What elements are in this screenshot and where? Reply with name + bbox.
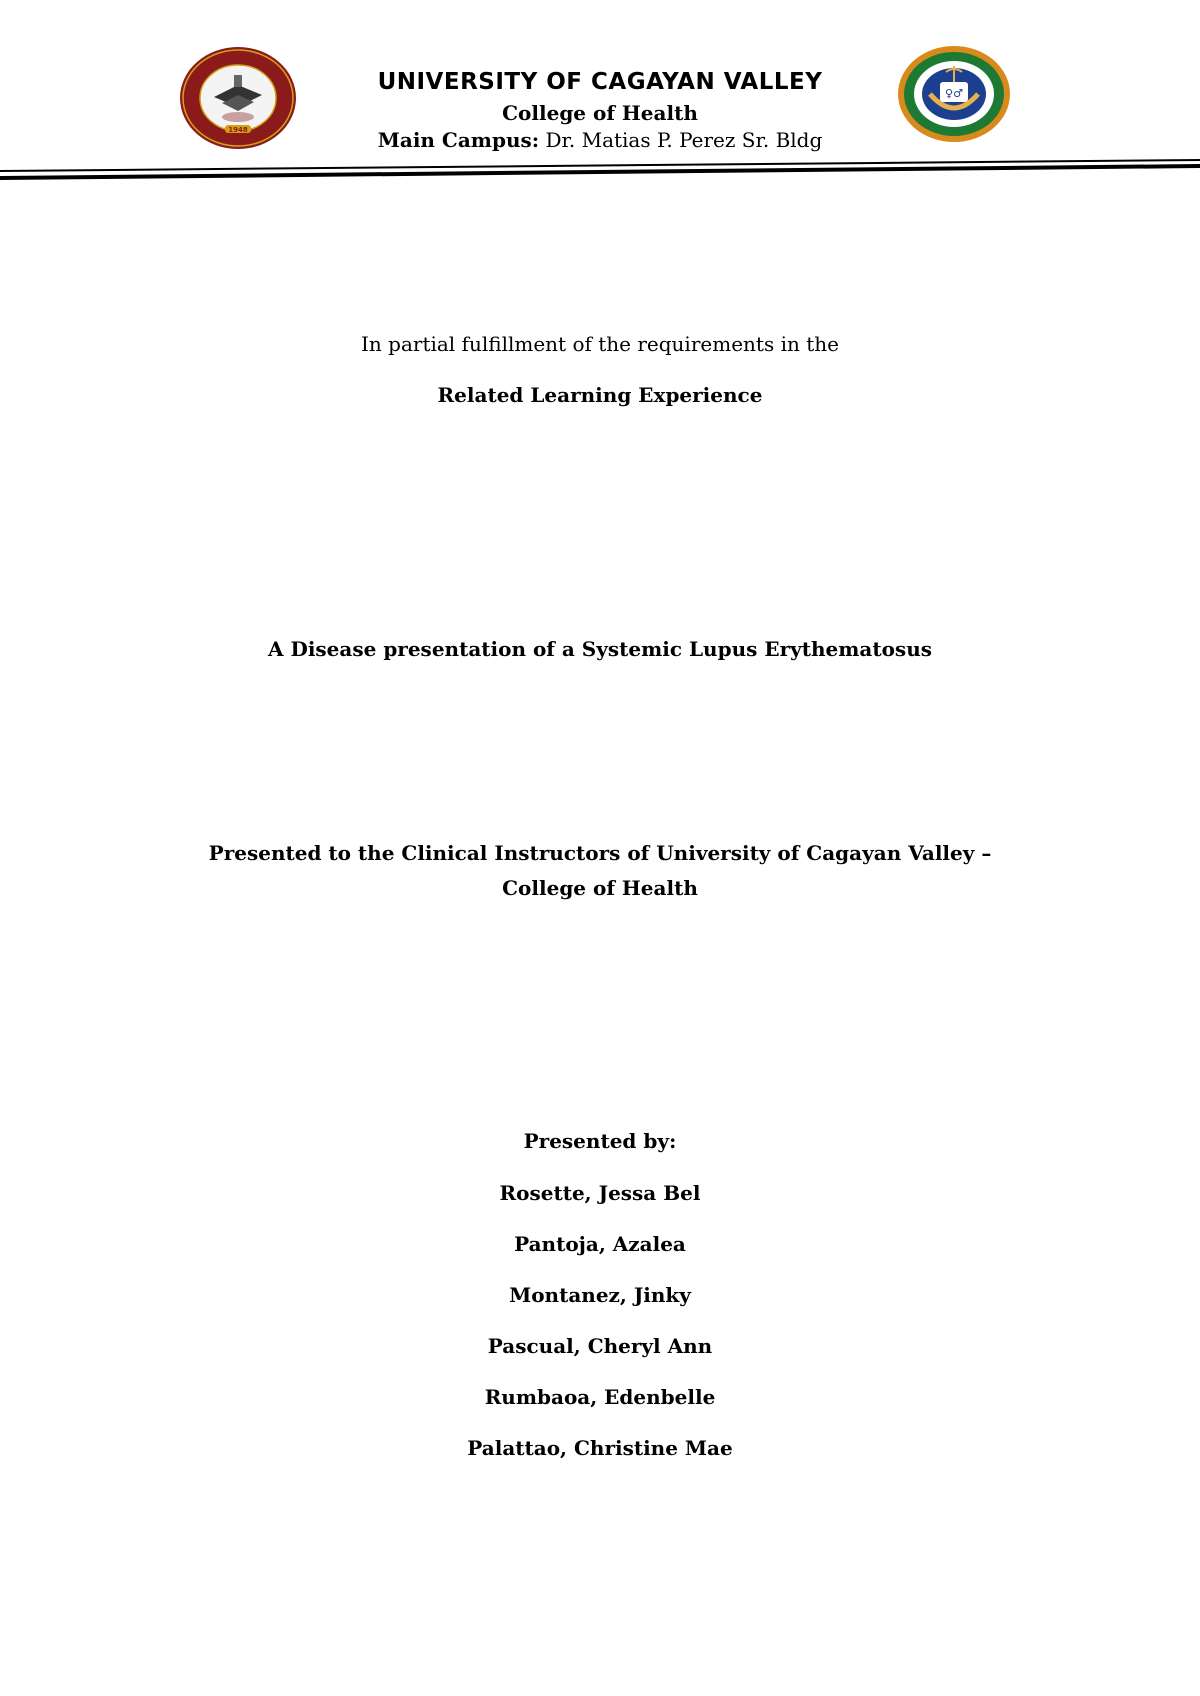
member-name: Rumbaoa, Edenbelle	[484, 1385, 716, 1409]
member-name: Montanez, Jinky	[509, 1283, 691, 1307]
svg-text:♀♂: ♀♂	[945, 87, 963, 100]
campus-label: Main Campus:	[377, 128, 540, 152]
campus-value: Dr. Matias P. Perez Sr. Bldg	[545, 128, 823, 152]
university-name: UNIVERSITY OF CAGAYAN VALLEY	[377, 69, 823, 95]
member-name: Rosette, Jessa Bel	[499, 1181, 701, 1205]
svg-text:1948: 1948	[228, 126, 248, 134]
college-name: College of Health	[502, 101, 698, 125]
presented-to-statement: Presented to the Clinical Instructors of University of Cagayan Valley – College of Health	[208, 841, 992, 900]
fulfillment-statement: In partial fulfillment of the requirements in the	[361, 332, 839, 356]
presented-by-label: Presented by:	[523, 1129, 677, 1153]
document-title: A Disease presentation of a Systemic Lupus Erythematosus	[268, 637, 932, 661]
header-divider	[0, 154, 1200, 184]
member-name: Palattao, Christine Mae	[467, 1436, 733, 1460]
member-name: Pascual, Cheryl Ann	[487, 1334, 713, 1358]
campus-address	[0, 128, 1200, 152]
course-name: Related Learning Experience	[437, 383, 763, 407]
member-name: Pantoja, Azalea	[514, 1232, 686, 1256]
